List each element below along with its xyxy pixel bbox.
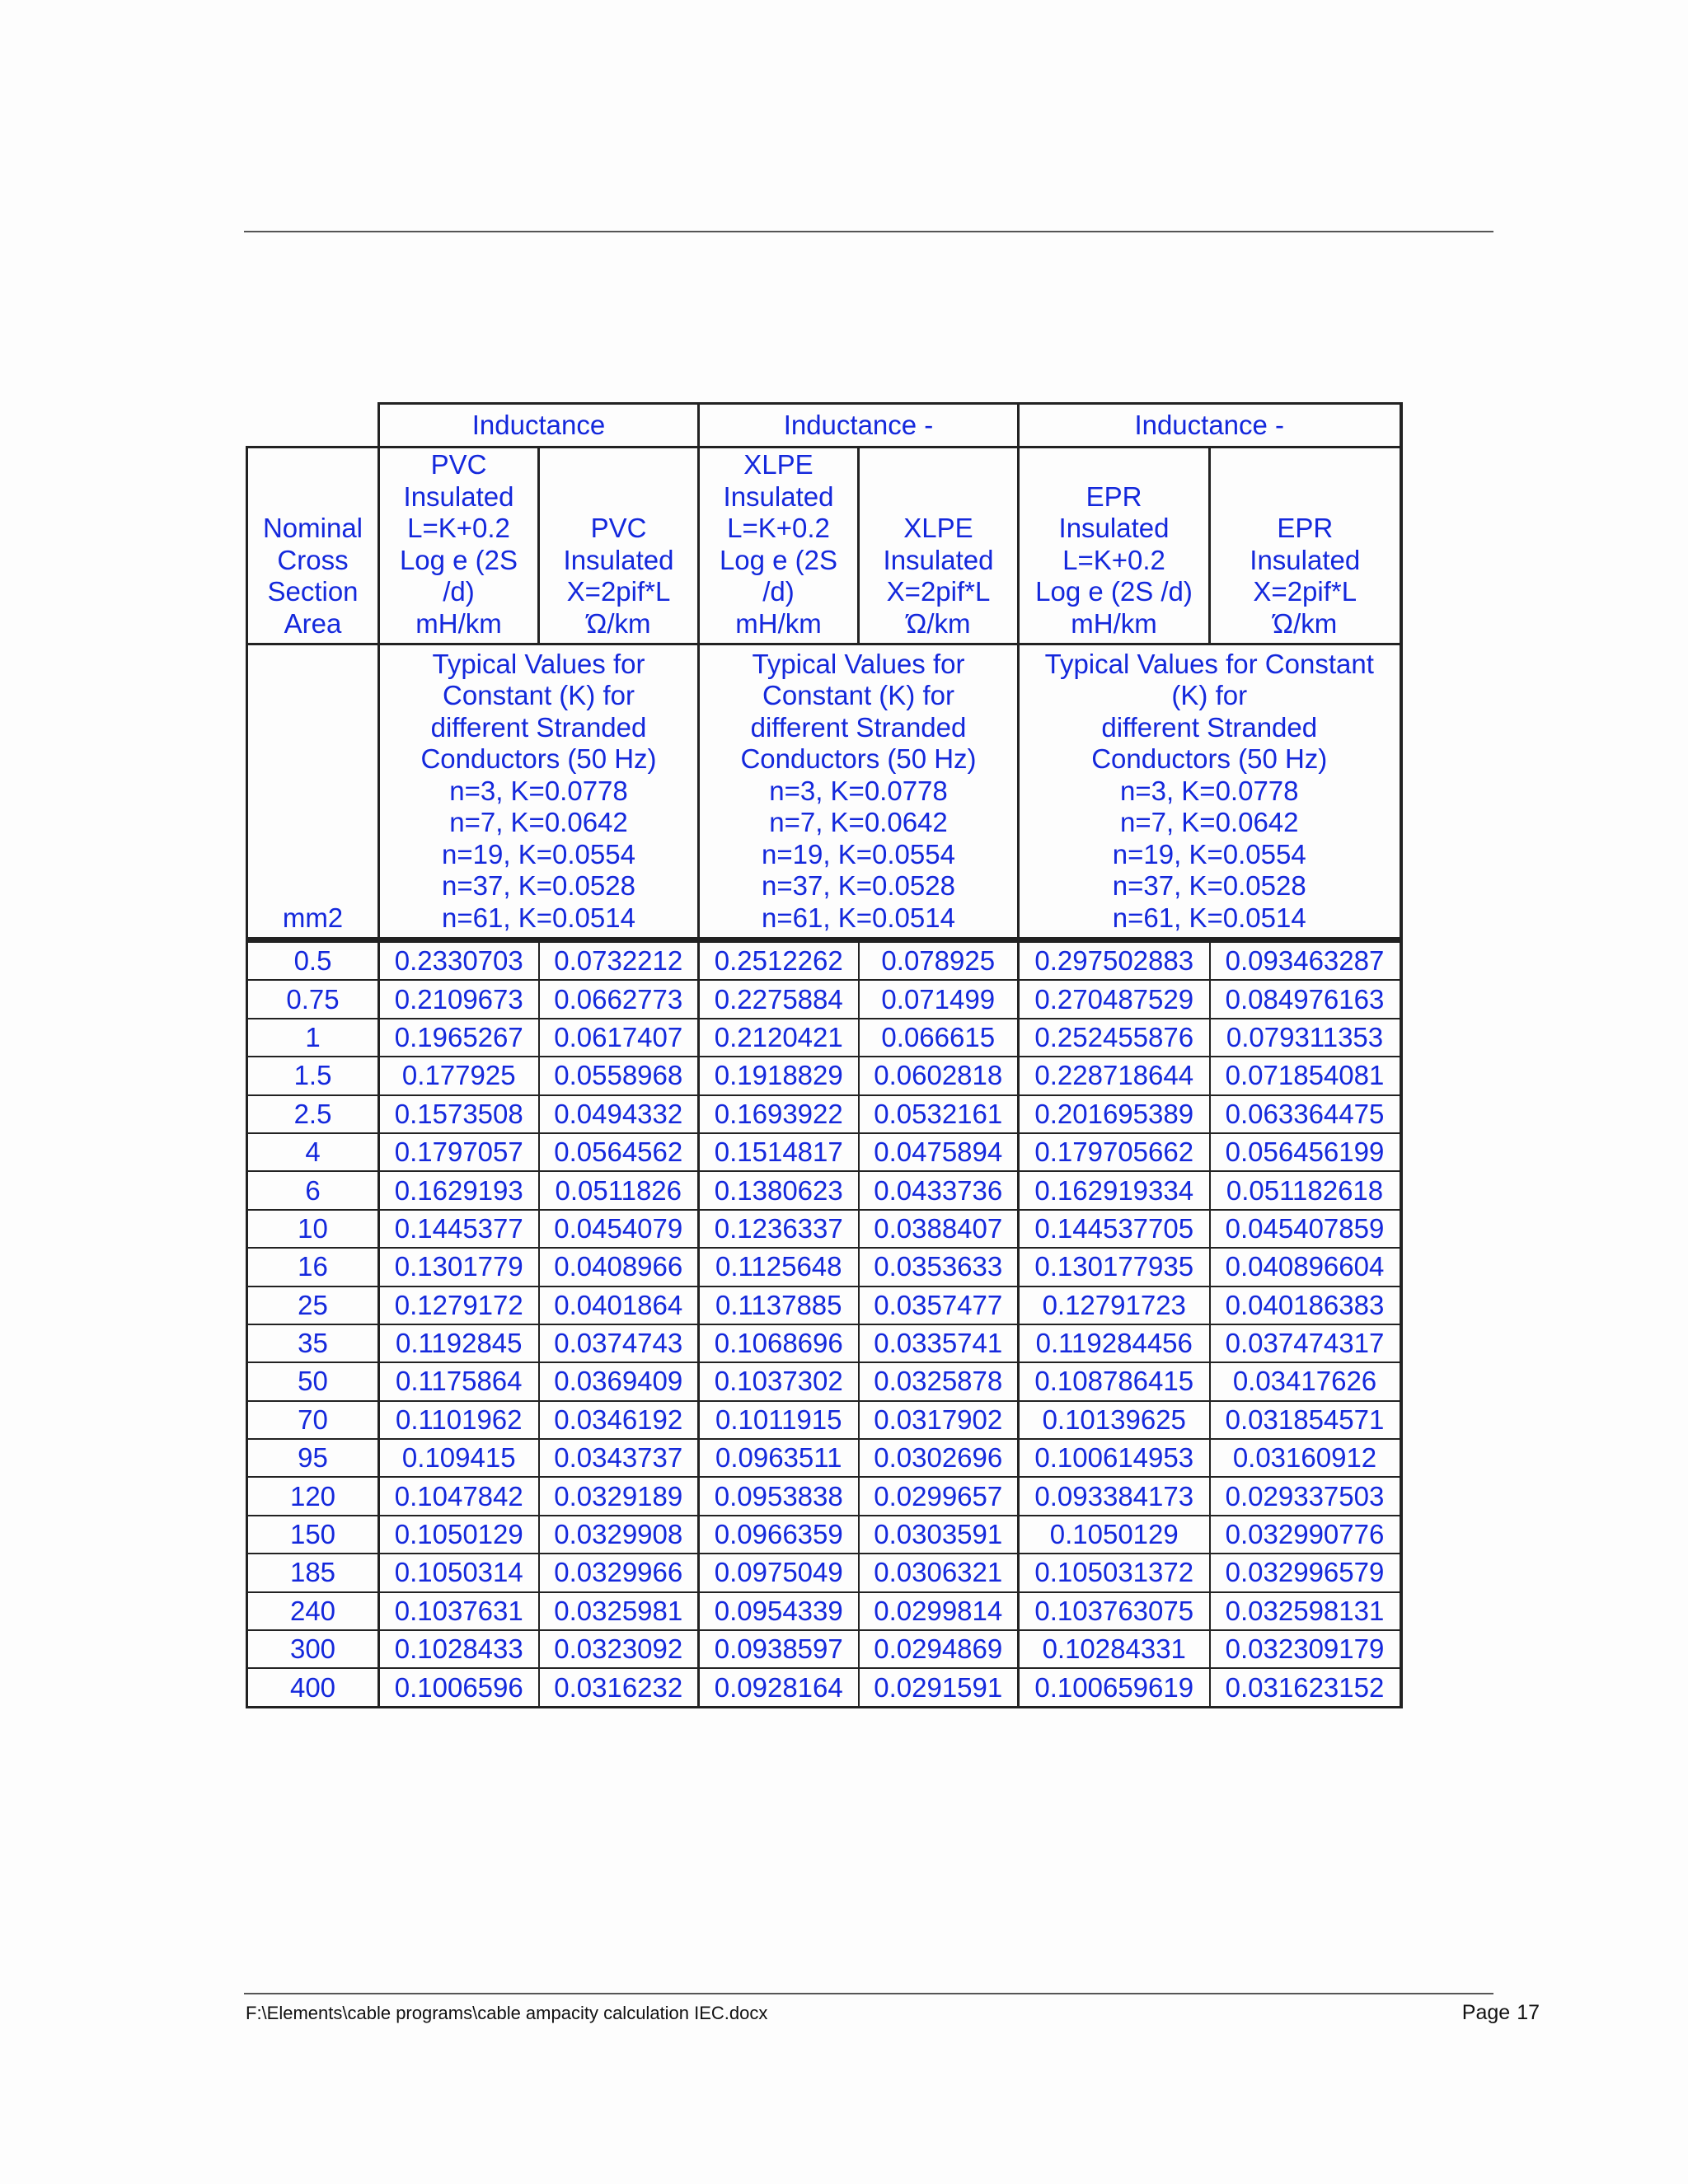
cell-value: 0.0329189 <box>539 1477 699 1515</box>
header-line: n=61, K=0.0514 <box>442 902 635 933</box>
header-line: EPR <box>1085 480 1142 512</box>
cell-area: 150 <box>247 1516 379 1554</box>
cell-value: 0.0369409 <box>539 1362 699 1400</box>
header-line: X=2pif*L <box>566 576 671 607</box>
table-row <box>247 1477 1401 1515</box>
table-row <box>247 1401 1401 1439</box>
cell-value: 0.2120421 <box>699 1019 859 1057</box>
k-values-xlpe <box>699 644 1019 939</box>
header-line: Typical Values for <box>432 648 645 679</box>
header-line: n=37, K=0.0528 <box>442 870 635 901</box>
cell-area: 50 <box>247 1362 379 1400</box>
cell-value: 0.056456199 <box>1210 1133 1401 1171</box>
cell-value: 0.100659619 <box>1019 1668 1210 1707</box>
cell-value: 0.1918829 <box>699 1057 859 1094</box>
header-line: L=K+0.2 <box>407 513 510 543</box>
cell-value: 0.066615 <box>859 1019 1019 1057</box>
cell-value: 0.0558968 <box>539 1057 699 1094</box>
cell-value: 0.1037302 <box>699 1362 859 1400</box>
cell-value: 0.177925 <box>379 1057 539 1094</box>
cell-value: 0.078925 <box>859 941 1019 980</box>
cell-area: 0.75 <box>247 980 379 1018</box>
cell-value: 0.0966359 <box>699 1516 859 1554</box>
header-line: Log e (2S <box>719 544 838 575</box>
cell-value: 0.0494332 <box>539 1095 699 1133</box>
cell-value: 0.1125648 <box>699 1248 859 1286</box>
table-row <box>247 1019 1401 1057</box>
cell-area: 300 <box>247 1630 379 1668</box>
cell-value: 0.12791723 <box>1019 1286 1210 1324</box>
cell-value: 0.109415 <box>379 1439 539 1477</box>
cell-value: 0.0323092 <box>539 1630 699 1668</box>
cell-value: 0.0302696 <box>859 1439 1019 1477</box>
cell-value: 0.0299657 <box>859 1477 1019 1515</box>
cell-value: 0.0329908 <box>539 1516 699 1554</box>
k-values-pvc <box>379 644 699 939</box>
header-line: n=3, K=0.0778 <box>769 775 948 806</box>
header-line: n=19, K=0.0554 <box>762 838 955 869</box>
cell-area: 25 <box>247 1286 379 1324</box>
table-row <box>247 1133 1401 1171</box>
cell-value: 0.071854081 <box>1210 1057 1401 1094</box>
cell-area: 185 <box>247 1554 379 1591</box>
header-line: n=7, K=0.0642 <box>1119 807 1299 837</box>
header-line: mH/km <box>415 607 502 639</box>
header-line: Nominal <box>262 513 363 543</box>
cell-value: 0.1037631 <box>379 1592 539 1630</box>
cell-value: 0.0602818 <box>859 1057 1019 1094</box>
table-row <box>247 1210 1401 1248</box>
cell-value: 0.0433736 <box>859 1171 1019 1209</box>
col-header-epr-reactance <box>1210 448 1401 644</box>
cell-value: 0.1047842 <box>379 1477 539 1515</box>
cell-value: 0.0963511 <box>699 1439 859 1477</box>
cell-value: 0.071499 <box>859 980 1019 1018</box>
cell-value: 0.031623152 <box>1210 1668 1401 1707</box>
group-header-xlpe: Inductance - <box>699 404 1019 448</box>
header-line: n=7, K=0.0642 <box>449 807 628 837</box>
cell-area: 70 <box>247 1401 379 1439</box>
header-line: L=K+0.2 <box>727 513 830 543</box>
cell-value: 0.0294869 <box>859 1630 1019 1668</box>
table-row <box>247 1630 1401 1668</box>
cell-value: 0.1050129 <box>379 1516 539 1554</box>
cell-value: 0.0564562 <box>539 1133 699 1171</box>
cell-area: 1 <box>247 1019 379 1057</box>
cell-value: 0.0975049 <box>699 1554 859 1591</box>
cell-value: 0.0329966 <box>539 1554 699 1591</box>
cell-value: 0.2512262 <box>699 941 859 980</box>
table-row <box>247 1171 1401 1209</box>
cell-area: 0.5 <box>247 941 379 980</box>
cell-value: 0.0532161 <box>859 1095 1019 1133</box>
group-header-epr: Inductance - <box>1019 404 1401 448</box>
footer-rule <box>244 1993 1493 1994</box>
cell-value: 0.105031372 <box>1019 1554 1210 1591</box>
header-line: Insulated <box>1250 544 1361 575</box>
header-line: L=K+0.2 <box>1062 544 1165 575</box>
cell-value: 0.2330703 <box>379 941 539 980</box>
table-row <box>247 1668 1401 1707</box>
cell-value: 0.0408966 <box>539 1248 699 1286</box>
cell-area: 95 <box>247 1439 379 1477</box>
header-line: (K) for <box>1171 680 1248 710</box>
cell-value: 0.045407859 <box>1210 1210 1401 1248</box>
cell-value: 0.1380623 <box>699 1171 859 1209</box>
cell-value: 0.2275884 <box>699 980 859 1018</box>
header-line: n=37, K=0.0528 <box>1112 870 1306 901</box>
cell-value: 0.0511826 <box>539 1171 699 1209</box>
cell-value: 0.040896604 <box>1210 1248 1401 1286</box>
header-line: Ώ/km <box>906 607 971 639</box>
cell-value: 0.270487529 <box>1019 980 1210 1018</box>
header-line: Ώ/km <box>1273 607 1338 639</box>
cell-value: 0.1797057 <box>379 1133 539 1171</box>
group-header-pvc: Inductance <box>379 404 699 448</box>
header-line: Insulated <box>1058 513 1170 543</box>
header-line: Insulated <box>563 544 674 575</box>
cell-value: 0.1050314 <box>379 1554 539 1591</box>
header-line: Section <box>267 576 359 607</box>
header-line: Log e (2S /d) <box>1035 576 1193 607</box>
table-row <box>247 1554 1401 1591</box>
cell-area: 120 <box>247 1477 379 1515</box>
cell-value: 0.1011915 <box>699 1401 859 1439</box>
k-values-epr <box>1019 644 1401 939</box>
footer-page-number <box>1456 2001 1540 2025</box>
cell-value: 0.0617407 <box>539 1019 699 1057</box>
cell-value: 0.1573508 <box>379 1095 539 1133</box>
cell-value: 0.0303591 <box>859 1516 1019 1554</box>
cell-value: 0.108786415 <box>1019 1362 1210 1400</box>
cell-value: 0.297502883 <box>1019 941 1210 980</box>
header-line: n=3, K=0.0778 <box>1119 775 1299 806</box>
cell-area: 16 <box>247 1248 379 1286</box>
header-rule <box>244 231 1493 232</box>
header-line: EPR <box>1277 513 1334 543</box>
header-line: XLPE <box>743 449 814 480</box>
cell-value: 0.228718644 <box>1019 1057 1210 1094</box>
cell-value: 0.252455876 <box>1019 1019 1210 1057</box>
cell-value: 0.032990776 <box>1210 1516 1401 1554</box>
header-line: Log e (2S <box>399 544 518 575</box>
cell-value: 0.0325878 <box>859 1362 1019 1400</box>
header-line: different Stranded <box>430 711 647 743</box>
header-line: mH/km <box>1071 607 1157 639</box>
cell-value: 0.2109673 <box>379 980 539 1018</box>
header-line: /d) <box>762 576 795 607</box>
header-line: Conductors (50 Hz) <box>740 743 977 774</box>
cell-value: 0.0938597 <box>699 1630 859 1668</box>
header-line: Conductors (50 Hz) <box>420 743 657 774</box>
table-row <box>247 1095 1401 1133</box>
cell-value: 0.0954339 <box>699 1592 859 1630</box>
table-body <box>246 940 1403 1708</box>
header-line: Insulated <box>403 480 514 512</box>
table-row <box>247 1592 1401 1630</box>
header-line: X=2pif*L <box>886 576 991 607</box>
table-row <box>247 1439 1401 1477</box>
cell-area: 400 <box>247 1668 379 1707</box>
footer-file-path: F:\Elements\cable programs\cable ampacity calculation IEC.docx <box>246 2003 768 2023</box>
cell-area: 6 <box>247 1171 379 1209</box>
cell-value: 0.119284456 <box>1019 1324 1210 1362</box>
table-row <box>247 1362 1401 1400</box>
cell-value: 0.0317902 <box>859 1401 1019 1439</box>
cell-value: 0.03417626 <box>1210 1362 1401 1400</box>
cell-value: 0.0353633 <box>859 1248 1019 1286</box>
cell-value: 0.1006596 <box>379 1668 539 1707</box>
inductance-table <box>246 402 1404 1708</box>
cell-value: 0.162919334 <box>1019 1171 1210 1209</box>
cell-value: 0.1693922 <box>699 1095 859 1133</box>
cell-value: 0.032309179 <box>1210 1630 1401 1668</box>
cell-value: 0.0662773 <box>539 980 699 1018</box>
header-line: different Stranded <box>1101 711 1318 743</box>
cell-value: 0.0343737 <box>539 1439 699 1477</box>
table-header <box>246 402 1403 940</box>
col-header-epr-inductance <box>1019 448 1210 644</box>
table-row <box>247 1286 1401 1324</box>
cell-value: 0.029337503 <box>1210 1477 1401 1515</box>
cell-value: 0.0475894 <box>859 1133 1019 1171</box>
cell-value: 0.040186383 <box>1210 1286 1401 1324</box>
cell-value: 0.0357477 <box>859 1286 1019 1324</box>
cell-area: 2.5 <box>247 1095 379 1133</box>
header-line: mH/km <box>735 607 822 639</box>
cell-value: 0.130177935 <box>1019 1248 1210 1286</box>
cell-value: 0.0306321 <box>859 1554 1019 1591</box>
table-row <box>247 1516 1401 1554</box>
cell-value: 0.1068696 <box>699 1324 859 1362</box>
cell-value: 0.0388407 <box>859 1210 1019 1248</box>
header-line: Area <box>284 607 342 639</box>
cell-value: 0.084976163 <box>1210 980 1401 1018</box>
cell-value: 0.1137885 <box>699 1286 859 1324</box>
cell-value: 0.037474317 <box>1210 1324 1401 1362</box>
cell-value: 0.0299814 <box>859 1592 1019 1630</box>
header-line: Conductors (50 Hz) <box>1091 743 1328 774</box>
cell-value: 0.03160912 <box>1210 1439 1401 1477</box>
cell-value: 0.0732212 <box>539 941 699 980</box>
cell-value: 0.1101962 <box>379 1401 539 1439</box>
cell-value: 0.0291591 <box>859 1668 1019 1707</box>
cell-value: 0.0346192 <box>539 1401 699 1439</box>
cell-area: 1.5 <box>247 1057 379 1094</box>
cell-value: 0.093384173 <box>1019 1477 1210 1515</box>
cell-value: 0.1175864 <box>379 1362 539 1400</box>
header-line: Cross <box>277 544 349 575</box>
cell-value: 0.0374743 <box>539 1324 699 1362</box>
cell-value: 0.1629193 <box>379 1171 539 1209</box>
col-header-area <box>247 448 379 644</box>
cell-value: 0.063364475 <box>1210 1095 1401 1133</box>
cell-value: 0.093463287 <box>1210 941 1401 980</box>
header-line: PVC <box>590 513 647 543</box>
cell-area: 35 <box>247 1324 379 1362</box>
header-line: n=19, K=0.0554 <box>1112 838 1306 869</box>
cell-value: 0.144537705 <box>1019 1210 1210 1248</box>
cell-value: 0.031854571 <box>1210 1401 1401 1439</box>
header-line: Ώ/km <box>586 607 651 639</box>
cell-value: 0.10139625 <box>1019 1401 1210 1439</box>
header-line: XLPE <box>903 513 973 543</box>
col-header-xlpe-inductance <box>699 448 859 644</box>
header-line: PVC <box>430 449 487 480</box>
header-line: different Stranded <box>750 711 967 743</box>
col-header-pvc-inductance <box>379 448 539 644</box>
cell-value: 0.179705662 <box>1019 1133 1210 1171</box>
page-number: 17 <box>1517 2001 1540 2024</box>
page-label: Page <box>1461 2001 1511 2024</box>
header-line: n=61, K=0.0514 <box>1112 902 1306 933</box>
header-line: Constant (K) for <box>762 680 954 710</box>
cell-value: 0.1301779 <box>379 1248 539 1286</box>
table-row <box>247 1057 1401 1094</box>
header-line: n=3, K=0.0778 <box>449 775 628 806</box>
cell-value: 0.1279172 <box>379 1286 539 1324</box>
cell-value: 0.201695389 <box>1019 1095 1210 1133</box>
cell-value: 0.0928164 <box>699 1668 859 1707</box>
cell-value: 0.0401864 <box>539 1286 699 1324</box>
cell-value: 0.1965267 <box>379 1019 539 1057</box>
header-line: n=37, K=0.0528 <box>762 870 955 901</box>
cell-area: 240 <box>247 1592 379 1630</box>
header-line: /d) <box>443 576 475 607</box>
cell-value: 0.1192845 <box>379 1324 539 1362</box>
cell-value: 0.1050129 <box>1019 1516 1210 1554</box>
table-row <box>247 1324 1401 1362</box>
header-line: Typical Values for Constant <box>1044 648 1374 679</box>
cell-area: 10 <box>247 1210 379 1248</box>
cell-value: 0.0325981 <box>539 1592 699 1630</box>
cell-value: 0.1514817 <box>699 1133 859 1171</box>
header-line: Constant (K) for <box>443 680 635 710</box>
cell-value: 0.0454079 <box>539 1210 699 1248</box>
table-row <box>247 980 1401 1018</box>
header-line: X=2pif*L <box>1253 576 1357 607</box>
cell-area: 4 <box>247 1133 379 1171</box>
header-line: Insulated <box>723 480 834 512</box>
header-line: n=7, K=0.0642 <box>769 807 948 837</box>
cell-value: 0.103763075 <box>1019 1592 1210 1630</box>
header-line: n=61, K=0.0514 <box>762 902 955 933</box>
header-line: Typical Values for <box>752 648 965 679</box>
cell-value: 0.032996579 <box>1210 1554 1401 1591</box>
cell-value: 0.0335741 <box>859 1324 1019 1362</box>
cell-value: 0.032598131 <box>1210 1592 1401 1630</box>
cell-value: 0.079311353 <box>1210 1019 1401 1057</box>
cell-value: 0.0316232 <box>539 1668 699 1707</box>
cell-value: 0.0953838 <box>699 1477 859 1515</box>
header-line: n=19, K=0.0554 <box>442 838 635 869</box>
header-line: Insulated <box>883 544 994 575</box>
table-row <box>247 941 1401 980</box>
cell-value: 0.1445377 <box>379 1210 539 1248</box>
cell-value: 0.051182618 <box>1210 1171 1401 1209</box>
col-header-xlpe-reactance <box>859 448 1019 644</box>
table-row <box>247 1248 1401 1286</box>
unit-label: mm2 <box>247 644 379 939</box>
cell-value: 0.100614953 <box>1019 1439 1210 1477</box>
col-header-pvc-reactance <box>539 448 699 644</box>
cell-value: 0.1236337 <box>699 1210 859 1248</box>
cell-value: 0.10284331 <box>1019 1630 1210 1668</box>
cell-value: 0.1028433 <box>379 1630 539 1668</box>
